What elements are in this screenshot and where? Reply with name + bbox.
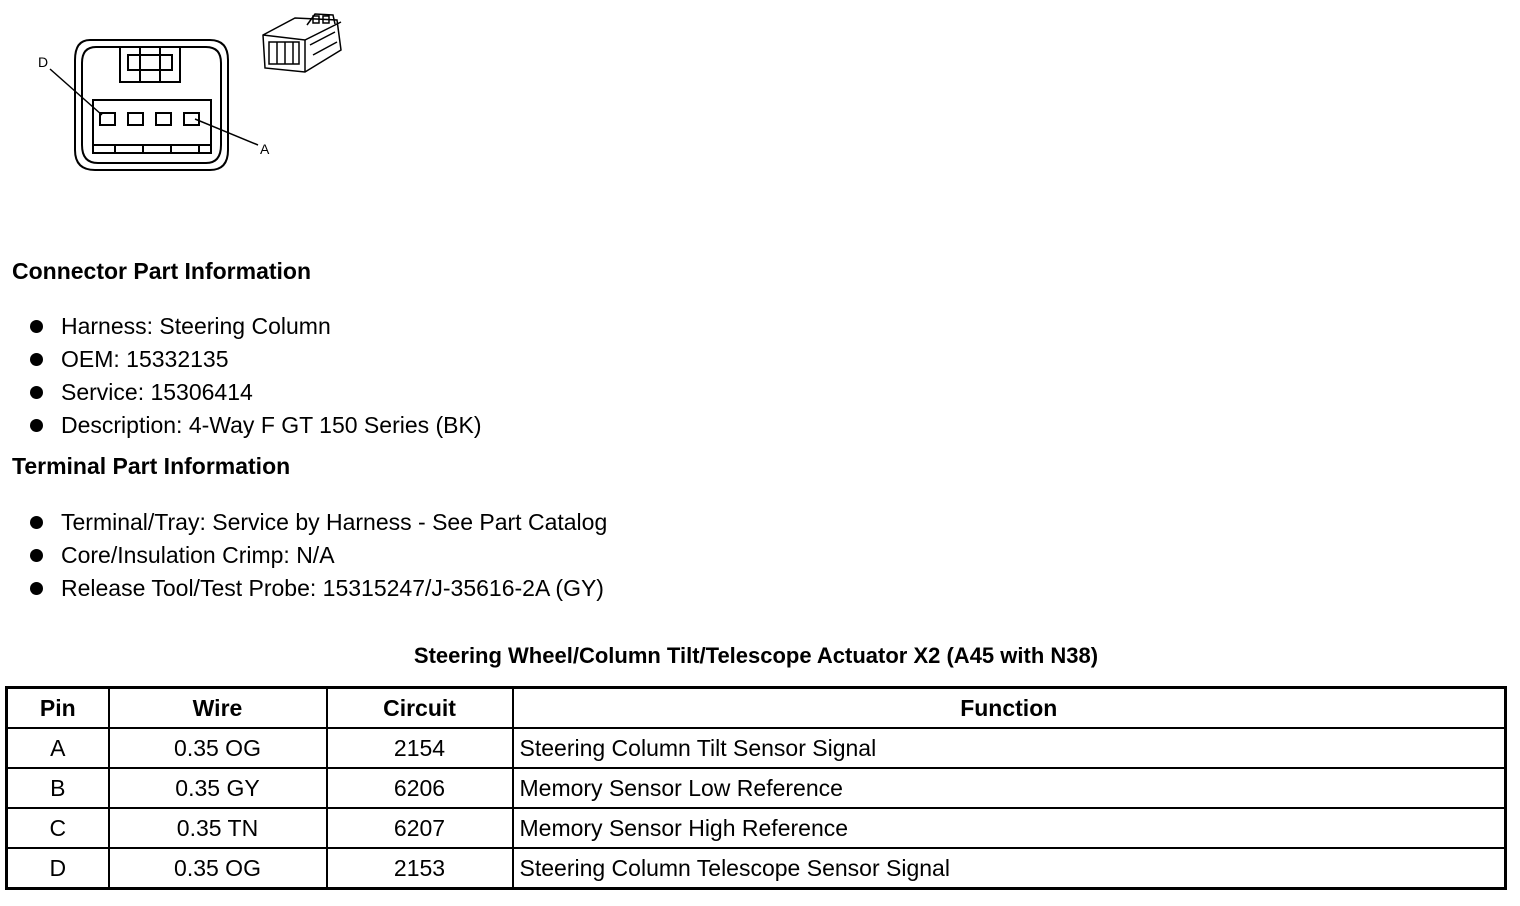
bullet-icon	[30, 516, 43, 529]
function-cell: Memory Sensor Low Reference	[513, 768, 1506, 808]
function-cell: Steering Column Tilt Sensor Signal	[513, 728, 1506, 768]
connector-info-list	[28, 310, 482, 442]
list-item: Harness: Steering Column	[28, 310, 482, 343]
table-header-row	[7, 688, 1506, 729]
list-item: Release Tool/Test Probe: 15315247/J-35616-2A (GY)	[28, 572, 607, 605]
bullet-icon	[30, 419, 43, 432]
function-cell: Memory Sensor High Reference	[513, 808, 1506, 848]
wire-cell: 0.35 OG	[109, 848, 327, 889]
pin-cell: A	[7, 728, 109, 768]
bullet-icon	[30, 353, 43, 366]
table-row	[7, 728, 1506, 768]
bullet-icon	[30, 549, 43, 562]
table-row	[7, 808, 1506, 848]
header-circuit: Circuit	[327, 688, 513, 729]
list-item: Terminal/Tray: Service by Harness - See Part Catalog	[28, 506, 607, 539]
list-item: Service: 15306414	[28, 376, 482, 409]
bullet-icon	[30, 320, 43, 333]
pin-cell: D	[7, 848, 109, 889]
bullet-icon	[30, 582, 43, 595]
bullet-icon	[30, 386, 43, 399]
list-item: Core/Insulation Crimp: N/A	[28, 539, 607, 572]
table-row	[7, 768, 1506, 808]
circuit-cell: 6207	[327, 808, 513, 848]
connector-face-diagram	[30, 5, 290, 185]
wire-cell: 0.35 OG	[109, 728, 327, 768]
circuit-cell: 2154	[327, 728, 513, 768]
pin-a-label: A	[260, 141, 270, 157]
terminal-part-info-heading: Terminal Part Information	[12, 453, 291, 479]
header-pin: Pin	[7, 688, 109, 729]
wire-cell: 0.35 TN	[109, 808, 327, 848]
circuit-cell: 2153	[327, 848, 513, 889]
terminal-info-list	[28, 506, 607, 605]
pinout-table-title: Steering Wheel/Column Tilt/Telescope Actuator X2 (A45 with N38)	[413, 643, 1099, 668]
pinout-table	[5, 686, 1507, 890]
list-item: Description: 4-Way F GT 150 Series (BK)	[28, 409, 482, 442]
connector-3d-thumbnail	[255, 10, 350, 85]
header-wire: Wire	[109, 688, 327, 729]
table-row	[7, 848, 1506, 889]
pin-cell: C	[7, 808, 109, 848]
wire-cell: 0.35 GY	[109, 768, 327, 808]
pin-d-label: D	[38, 54, 49, 70]
header-function: Function	[513, 688, 1506, 729]
pin-cell: B	[7, 768, 109, 808]
list-item: OEM: 15332135	[28, 343, 482, 376]
function-cell: Steering Column Telescope Sensor Signal	[513, 848, 1506, 889]
connector-part-info-heading: Connector Part Information	[12, 258, 312, 284]
circuit-cell: 6206	[327, 768, 513, 808]
